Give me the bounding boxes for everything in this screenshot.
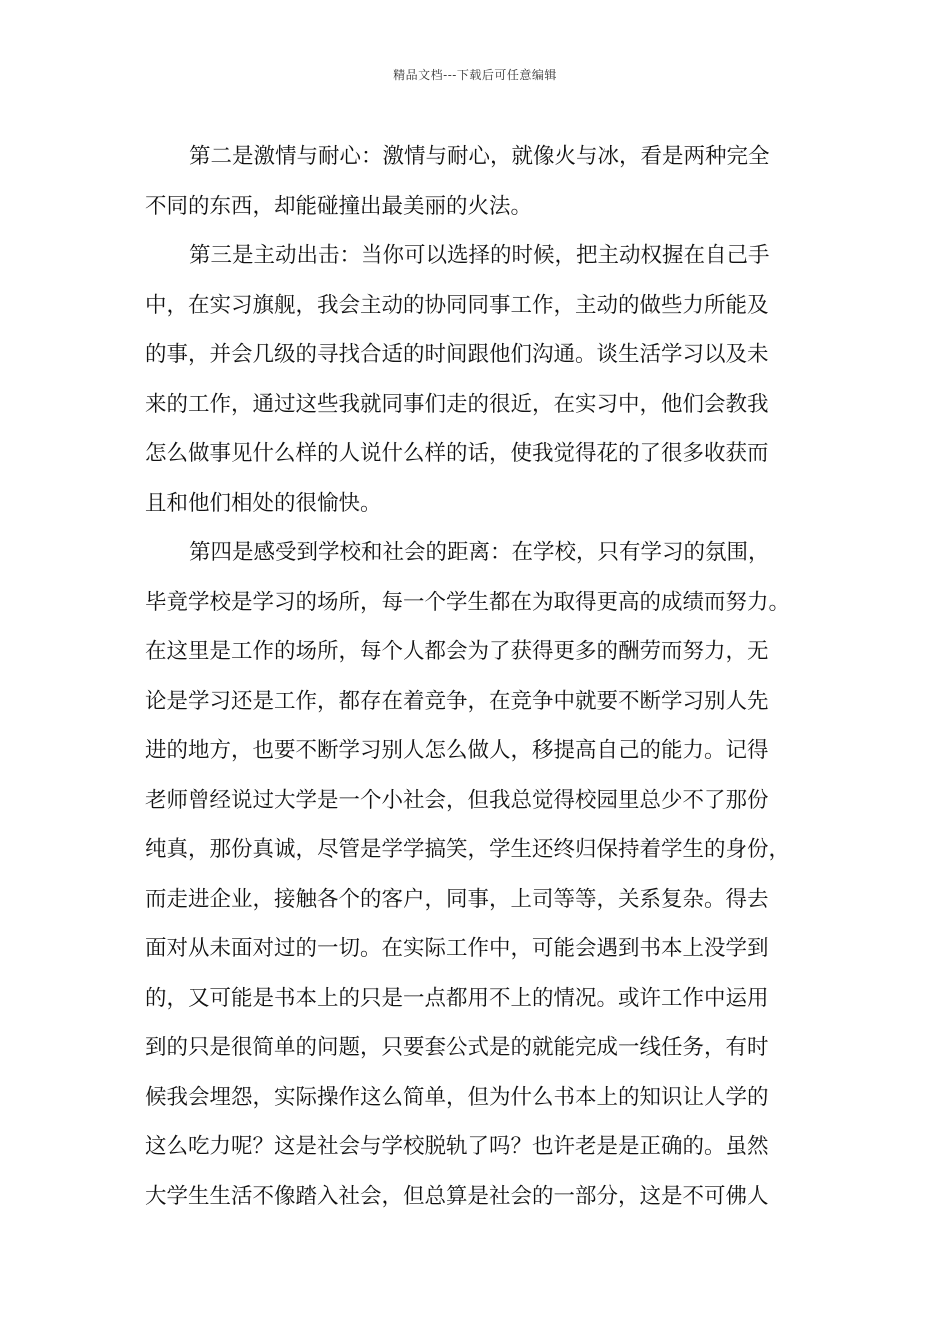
page-header: 精品文档---下载后可任意编辑 bbox=[393, 68, 557, 82]
paragraph-2 bbox=[145, 231, 810, 528]
paragraph-line: 不同的东西，却能碰撞出最美丽的火法。 bbox=[145, 193, 533, 219]
paragraph-1 bbox=[145, 132, 810, 231]
paragraph-line: 候我会埋怨，实际操作这么简单，但为什么书本上的知识让人学的 bbox=[145, 1084, 769, 1110]
paragraph-line: 论是学习还是工作，都存在着竞争，在竞争中就要不断学习别人先 bbox=[145, 688, 769, 714]
paragraph-line: 面对从未面对过的一切。在实际工作中，可能会遇到书本上没学到 bbox=[145, 936, 769, 961]
paragraph-line: 怎么做事见什么样的人说什么样的话，使我觉得花的了很多收获而 bbox=[145, 441, 769, 466]
document-body bbox=[145, 132, 810, 1221]
paragraph-line: 来的工作，通过这些我就同事们走的很近，在实习中，他们会教我 bbox=[145, 391, 769, 417]
paragraph-line: 的，又可能是书本上的只是一点都用不上的情况。或许工作中运用 bbox=[145, 985, 769, 1011]
paragraph-line: 到的只是很简单的问题，只要套公式是的就能完成一线任务，有时 bbox=[145, 1035, 769, 1060]
paragraph-line: 第四是感受到学校和社会的距离：在学校，只有学习的氛围， bbox=[189, 540, 770, 565]
paragraph-line: 第三是主动出击：当你可以选择的时候，把主动权握在自己手 bbox=[189, 243, 770, 268]
paragraph-line: 纯真，那份真诚，尽管是学学搞笑，学生还终归保持着学生的身份， bbox=[145, 837, 791, 862]
paragraph-line: 且和他们相处的很愉快。 bbox=[145, 490, 382, 516]
paragraph-line: 中，在实习旗舰，我会主动的协同同事工作，主动的做些力所能及 bbox=[145, 292, 769, 318]
paragraph-3 bbox=[145, 528, 810, 1221]
paragraph-line: 的事，并会几级的寻找合适的时间跟他们沟通。谈生活学习以及未 bbox=[145, 342, 769, 367]
paragraph-line: 这么吃力呢？这是社会与学校脱轨了吗？也许老是是正确的。虽然 bbox=[145, 1134, 769, 1159]
paragraph-line: 而走进企业，接触各个的客户，同事，上司等等，关系复杂。得去 bbox=[145, 886, 769, 912]
paragraph-line: 老师曾经说过大学是一个小社会，但我总觉得校园里总少不了那份 bbox=[145, 787, 769, 813]
paragraph-line: 第二是激情与耐心：激情与耐心，就像火与冰，看是两种完全 bbox=[189, 144, 770, 169]
paragraph-line: 在这里是工作的场所，每个人都会为了获得更多的酬劳而努力，无 bbox=[145, 639, 769, 664]
paragraph-line: 进的地方，也要不断学习别人怎么做人，移提高自己的能力。记得 bbox=[145, 738, 769, 763]
paragraph-line: 大学生生活不像踏入社会，但总算是社会的一部分，这是不可佛人 bbox=[145, 1183, 769, 1209]
paragraph-line: 毕竟学校是学习的场所，每一个学生都在为取得更高的成绩而努力。 bbox=[145, 589, 791, 615]
